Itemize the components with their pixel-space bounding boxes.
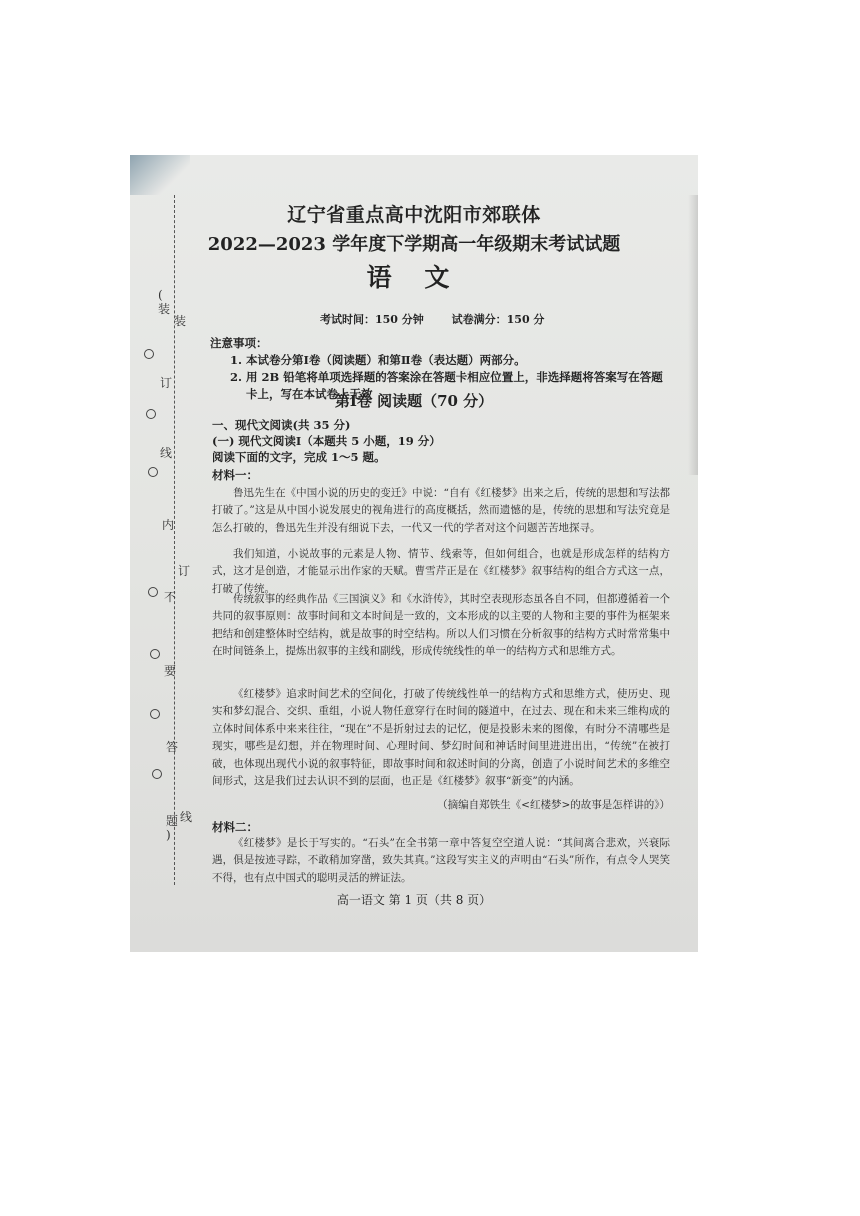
binding-char: 答 [166, 740, 179, 754]
binding-dashed-line [174, 195, 175, 885]
binding-char: 装 [158, 302, 171, 316]
section-subheading: (一) 现代文阅读Ⅰ（本题共 5 小题，19 分） [212, 434, 441, 448]
notes-item: 1. 本试卷分第Ⅰ卷（阅读题）和第Ⅱ卷（表达题）两部分。 [230, 353, 526, 367]
binding-char: 要 [164, 664, 177, 678]
subject-title: 语 文 [366, 263, 462, 292]
school-name: 辽宁省重点高中沈阳市郊联体 [287, 204, 541, 226]
paragraph: 《红楼梦》是长于写实的。“石头”在全书第一章中答复空空道人说：“其间离合悲欢，兴衰际遇，俱是按迹寻踪，不敢稍加穿凿，致失其真。”这段写实主义的声明由“石头”所作，有点令人哭笑不得，也有点中国式的聪明灵活的辨证法。 [212, 837, 670, 884]
section-instruction: 阅读下面的文字，完成 1～5 题。 [212, 450, 386, 464]
paragraph: 鲁迅先生在《中国小说的历史的变迁》中说：“自有《红楼梦》出来之后，传统的思想和写法都打破了。”这是从中国小说发展史的视角进行的高度概括，然而遗憾的是，传统的思想和写法究竟是怎么打破的，鲁迅先生并没有细说下去，一代又一代的学者对这个问题苦苦地探寻。 [212, 487, 670, 534]
material-label: 材料二： [212, 820, 258, 834]
notes-item: 2. 用 2B 铅笔将单项选择题的答案涂在答题卡相应位置上，非选择题将答案写在答题 [230, 370, 663, 384]
scanned-exam-page [130, 155, 698, 952]
binding-circle [150, 709, 160, 719]
binding-circle [148, 467, 158, 477]
notes-heading: 注意事项： [210, 336, 268, 350]
material-label: 材料一： [212, 468, 258, 482]
exam-info [320, 311, 568, 327]
binding-char: 订 [178, 564, 191, 578]
notes-item-continued: 卡上，写在本试卷上无效 [246, 387, 373, 401]
material-source: （摘编自郑铁生《<红楼梦>的故事是怎样讲的》） [437, 799, 670, 811]
paragraph: 我们知道，小说故事的元素是人物、情节、线索等，但如何组合，也就是形成怎样的结构方式，这才是创造，才能显示出作家的天赋。曹雪芹正是在《红楼梦》叙事结构的组合方式这一点，打破了传统。 [212, 548, 670, 595]
binding-circle [150, 649, 160, 659]
exam-title: 2022—2023 学年度下学期高一年级期末考试试题 [207, 234, 621, 255]
exam-score: 试卷满分：150 分 [451, 313, 545, 326]
binding-circle [144, 349, 154, 359]
part-title: 第Ⅰ卷 阅读题（70 分） [334, 392, 494, 410]
binding-circle [152, 769, 162, 779]
binding-char: 内 [162, 518, 175, 532]
binding-char: 题 [166, 814, 179, 828]
photo-corner-shadow [130, 155, 190, 195]
binding-char: ) [166, 828, 171, 842]
paragraph: 《红楼梦》追求时间艺术的空间化，打破了传统线性单一的结构方式和思维方式，使历史、现实和梦幻混合、交织、重组，小说人物任意穿行在时间的隧道中，在过去、现在和未来三维构成的立体时间体系中来来往往，“现在”不是折射过去的记忆，便是投影未来的图像，有时分不清哪些是现实，哪些是幻想，并在物理时间、心理时间、梦幻时间和神话时间里进进出出，“传统”在被打破，也体现出现代小说的叙事特征，即故事时间和叙述时间的分离，创造了小说时间艺术的多维空间形式，这是我们过去认识不到的层面，也正是《红楼梦》叙事“新变”的内涵。 [212, 688, 670, 788]
exam-time: 考试时间：150 分钟 [320, 313, 424, 326]
binding-char: ( [158, 288, 163, 302]
binding-char: 不 [164, 590, 177, 604]
binding-char: 线 [180, 810, 193, 824]
paragraph: 传统叙事的经典作品《三国演义》和《水浒传》，其时空表现形态虽各自不同，但都遵循着一个共同的叙事原则：故事时间和文本时间是一致的，文本形成的以主要的人物和主要的事件为框架来把结和创建整体时空结构，就是故事的时空结构。所以人们习惯在分析叙事的结构方式时常常集中在时间链条上，提炼出叙事的主线和副线，形成传统线性的单一的结构方式和思维方式。 [212, 593, 670, 658]
binding-char: 订 [160, 376, 173, 390]
binding-circle [148, 587, 158, 597]
binding-char: 线 [160, 446, 173, 460]
page-footer: 高一语文 第 1 页（共 8 页） [336, 893, 492, 907]
binding-char: 装 [174, 314, 187, 328]
section-heading: 一、现代文阅读(共 35 分) [212, 418, 351, 432]
